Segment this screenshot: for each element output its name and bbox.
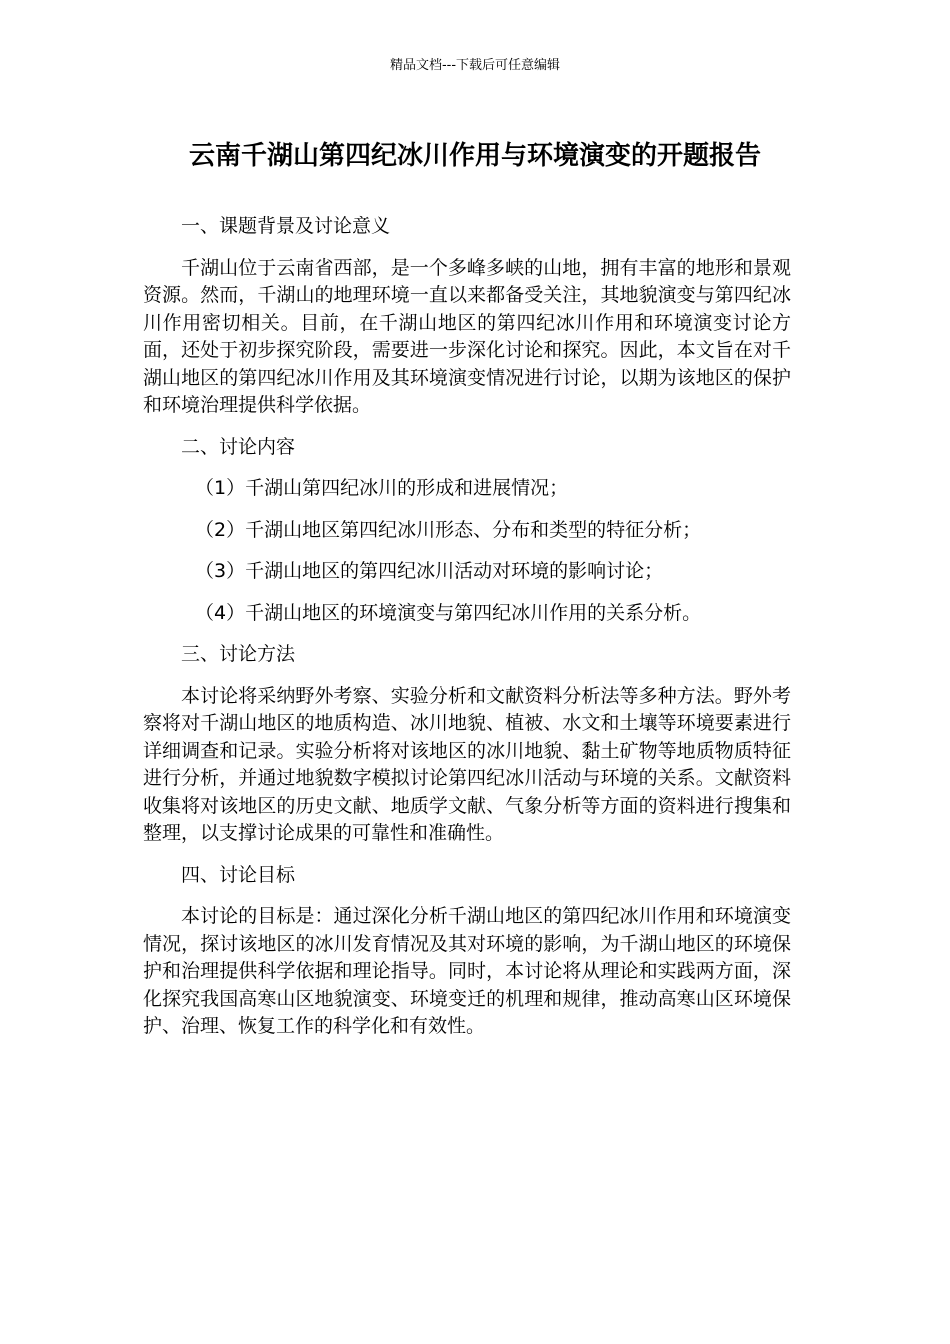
header-note: 精品文档---下载后可任意编辑 xyxy=(389,58,561,73)
content-list-item: （4）千湖山地区的环境演变与第四纪冰川作用的关系分析。 xyxy=(195,601,702,624)
section-paragraph-methods: 本讨论将采纳野外考察、实验分析和文献资料分析法等多种方法。野外考察将对千湖山地区的地质构造、冰川地貌、植被、水文和土壤等环境要素进行详细调查和记录。实验分析将对该地区的冰川地貌、黏土矿物等地质物质特征进行分析，并通过地貌数字模拟讨论第四纪冰川活动与环境的关系。文献资料收集将对该地区的历史文献、地质学文献、气象分析等方面的资料进行搜集和整理，以支撑讨论成果的可靠性和准确性。 xyxy=(143,684,791,844)
section-paragraph-background: 千湖山位于云南省西部，是一个多峰多峡的山地，拥有丰富的地形和景观资源。然而，千湖山的地理环境一直以来都备受关注，其地貌演变与第四纪冰川作用密切相关。目前，在千湖山地区的第四纪冰川作用和环境演变讨论方面，还处于初步探究阶段，需要进一步深化讨论和探究。因此，本文旨在对千湖山地区的第四纪冰川作用及其环境演变情况进行讨论，以期为该地区的保护和环境治理提供科学依据。 xyxy=(143,256,791,416)
section-heading-content: 二、讨论内容 xyxy=(181,435,296,458)
section-heading-methods: 三、讨论方法 xyxy=(181,643,296,665)
content-list-item: （2）千湖山地区第四纪冰川形态、分布和类型的特征分析； xyxy=(195,518,702,541)
content-list-item: （3）千湖山地区的第四纪冰川活动对环境的影响讨论； xyxy=(195,560,664,582)
section-paragraph-goals: 本讨论的目标是：通过深化分析千湖山地区的第四纪冰川作用和环境演变情况，探讨该地区的冰川发育情况及其对环境的影响，为千湖山地区的环境保护和治理提供科学依据和理论指导。同时，本讨论将从理论和实践两方面，深化探究我国高寒山区地貌演变、环境变迁的机理和规律，推动高寒山区环境保护、治理、恢复工作的科学化和有效性。 xyxy=(143,905,791,1037)
content-list-item: （1）千湖山第四纪冰川的形成和进展情况； xyxy=(195,477,569,499)
document-title: 云南千湖山第四纪冰川作用与环境演变的开题报告 xyxy=(188,141,761,171)
document-body xyxy=(143,213,791,1055)
section-heading-background: 一、课题背景及讨论意义 xyxy=(181,215,391,237)
section-heading-goals: 四、讨论目标 xyxy=(181,863,296,886)
